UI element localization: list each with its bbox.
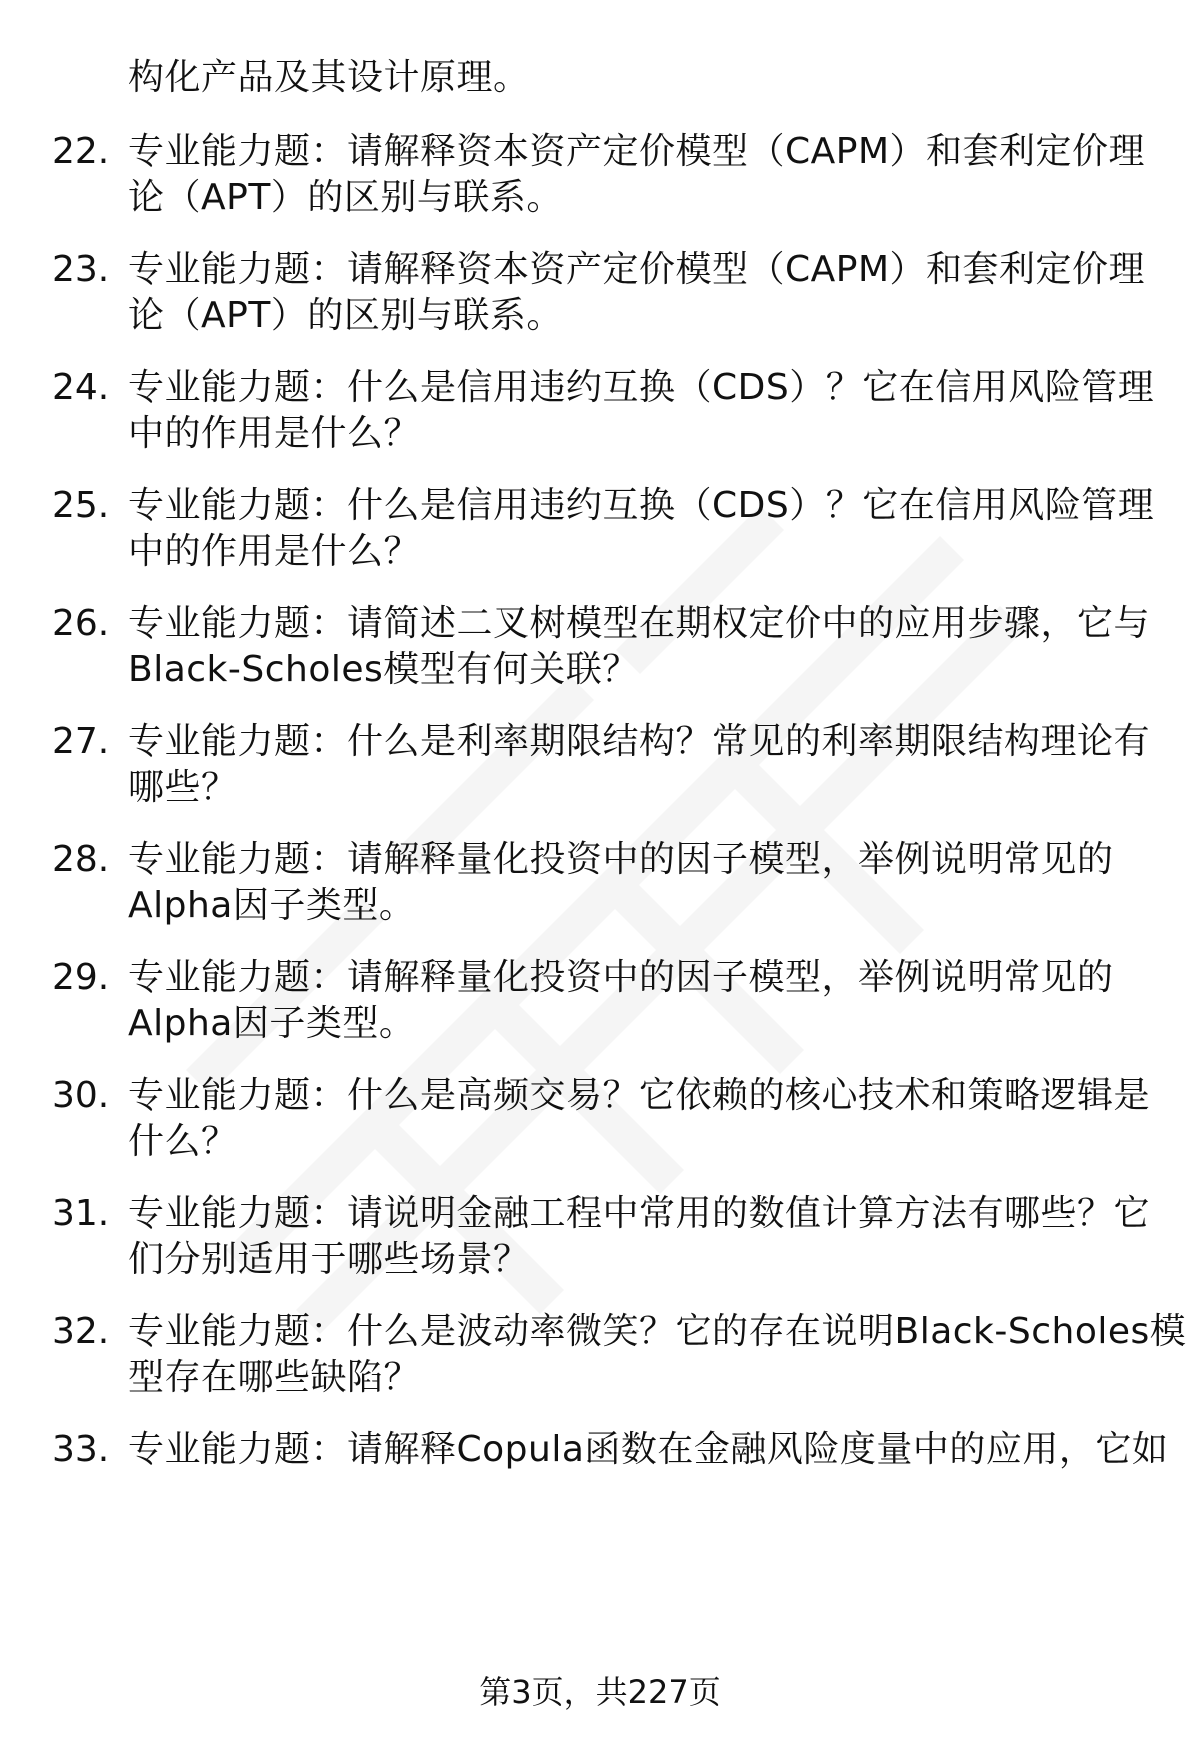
- question-text-line2: Black-Scholes模型有何关联？: [128, 649, 639, 690]
- question-text-line2: 中的作用是什么？: [128, 531, 421, 572]
- question-text-line1: 专业能力题：什么是利率期限结构？常见的利率期限结构理论有: [128, 721, 1151, 762]
- question-text-line1: 专业能力题：什么是信用违约互换（CDS）？它在信用风险管理: [128, 367, 1155, 408]
- question-number: 28.: [52, 839, 110, 880]
- question-text-line1: 专业能力题：什么是信用违约互换（CDS）？它在信用风险管理: [128, 485, 1155, 526]
- question-text-line2: Alpha因子类型。: [128, 1003, 416, 1044]
- question-text-line2: 型存在哪些缺陷？: [128, 1357, 421, 1398]
- question-number: 22.: [52, 131, 110, 172]
- question-number: 27.: [52, 721, 110, 762]
- question-text-line1: 专业能力题：请解释资本资产定价模型（CAPM）和套利定价理: [128, 249, 1146, 290]
- question-number: 25.: [52, 485, 110, 526]
- question-number: 24.: [52, 367, 110, 408]
- question-text-line2: 们分别适用于哪些场景？: [128, 1239, 530, 1280]
- question-number: 30.: [52, 1075, 110, 1116]
- question-text-line2: 论（APT）的区别与联系。: [128, 177, 563, 218]
- question-text-line1: 专业能力题：什么是波动率微笑？它的存在说明Black-Scholes模: [128, 1311, 1187, 1352]
- question-number: 31.: [52, 1193, 110, 1234]
- question-text-line2: 中的作用是什么？: [128, 413, 421, 454]
- question-text-line1: 专业能力题：请简述二叉树模型在期权定价中的应用步骤，它与: [128, 603, 1151, 644]
- question-text-line2: Alpha因子类型。: [128, 885, 416, 926]
- question-text-line2: 论（APT）的区别与联系。: [128, 295, 563, 336]
- question-number: 29.: [52, 957, 110, 998]
- question-text-line1: 专业能力题：请解释资本资产定价模型（CAPM）和套利定价理: [128, 131, 1146, 172]
- question-text-line1: 专业能力题：请解释量化投资中的因子模型，举例说明常见的: [128, 839, 1114, 880]
- question-text-line1: 专业能力题：请解释量化投资中的因子模型，举例说明常见的: [128, 957, 1114, 998]
- question-text-line2: 什么？: [128, 1121, 238, 1162]
- carryover-line: 构化产品及其设计原理。: [128, 57, 530, 98]
- page-number-footer: 第3页，共227页: [479, 1673, 721, 1711]
- question-number: 23.: [52, 249, 110, 290]
- question-text-line1: 专业能力题：什么是高频交易？它依赖的核心技术和策略逻辑是: [128, 1075, 1151, 1116]
- question-number: 33.: [52, 1429, 110, 1470]
- question-number: 32.: [52, 1311, 110, 1352]
- question-text-line1: 专业能力题：请说明金融工程中常用的数值计算方法有哪些？它: [128, 1193, 1151, 1234]
- question-text-line2: 哪些？: [128, 767, 238, 808]
- question-number: 26.: [52, 603, 110, 644]
- question-text-line1: 专业能力题：请解释Copula函数在金融风险度量中的应用，它如: [128, 1429, 1169, 1470]
